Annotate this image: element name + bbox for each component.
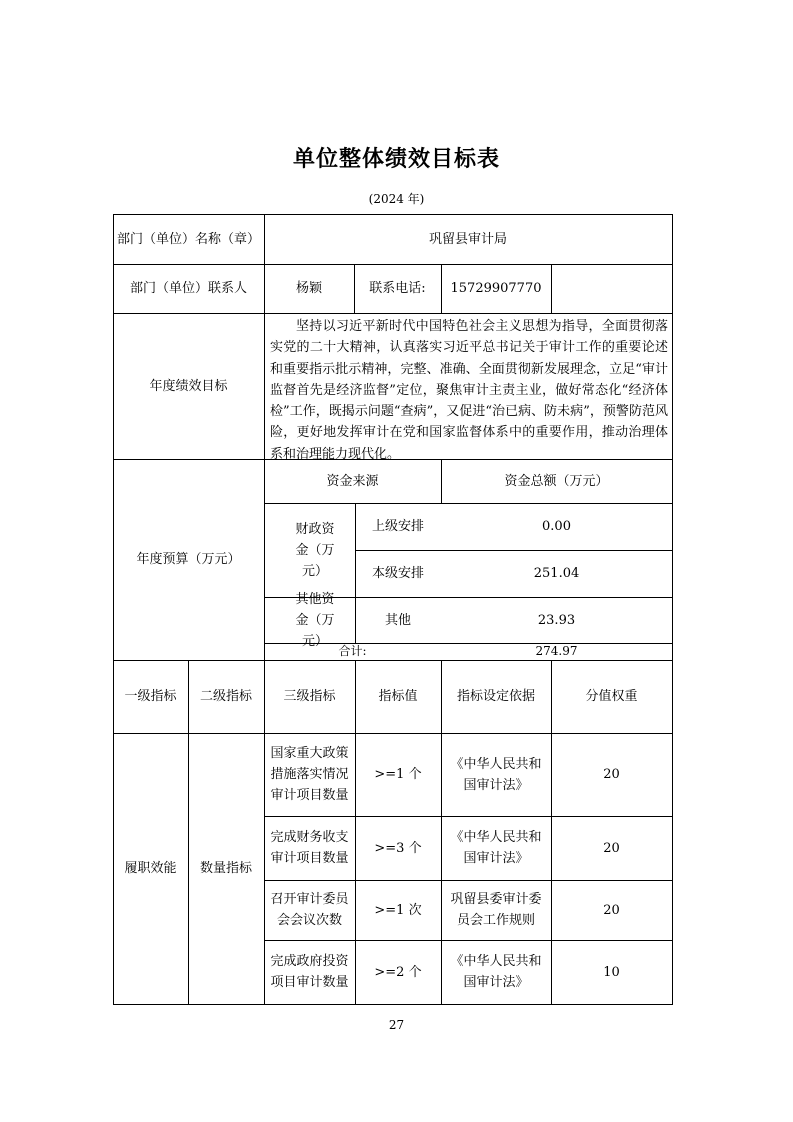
header-level2: 二级指标 bbox=[199, 689, 252, 704]
sum-value: 274.97 bbox=[535, 644, 578, 658]
indicator-name: 完成财务收支审计项目数量 bbox=[270, 830, 349, 866]
fiscal-fund-label: 财政资金（万元） bbox=[295, 521, 335, 579]
level2-value: 数量指标 bbox=[199, 861, 252, 876]
indicator-name: 召开审计委员会会议次数 bbox=[270, 892, 349, 928]
indicator-basis: 《中华人民共和国审计法》 bbox=[450, 830, 542, 866]
budget-label: 年度预算（万元） bbox=[136, 552, 241, 567]
indicator-weight: 20 bbox=[603, 767, 620, 782]
local-level-label: 本级安排 bbox=[371, 566, 424, 581]
indicator-basis: 《中华人民共和国审计法》 bbox=[450, 954, 542, 990]
indicator-value: >=1 次 bbox=[374, 902, 422, 918]
indicator-value: >=3 个 bbox=[374, 840, 422, 856]
header-weight: 分值权重 bbox=[585, 689, 638, 704]
indicator-value: >=2 个 bbox=[374, 964, 422, 980]
other-fund-value: 23.93 bbox=[537, 612, 576, 628]
indicator-basis: 《中华人民共和国审计法》 bbox=[450, 756, 542, 793]
header-basis: 指标设定依据 bbox=[456, 689, 535, 704]
phone-label: 联系电话: bbox=[369, 281, 426, 296]
other-fund-label: 其他资金（万元） bbox=[295, 591, 335, 649]
local-level-value: 251.04 bbox=[533, 566, 580, 581]
fund-source-header: 资金来源 bbox=[326, 473, 379, 489]
page-title: 单位整体绩效目标表 bbox=[292, 147, 500, 172]
dept-name-label: 部门（单位）名称（章） bbox=[116, 231, 260, 247]
level1-value: 履职效能 bbox=[124, 861, 177, 876]
indicator-name: 国家重大政策措施落实情况审计项目数量 bbox=[270, 746, 349, 803]
indicator-weight: 10 bbox=[603, 964, 620, 980]
page-number: 27 bbox=[388, 1018, 405, 1032]
goal-text: 坚持以习近平新时代中国特色社会主义思想为指导，全面贯彻落实党的二十大精神，认真落实习近平总书记关于审计工作的重要论述和重要指示批示精神，完整、准确、全面贯彻新发展理念，立足“审计监督首先是经济监督”定位，聚焦审计主责主业，做好常态化“经济体检”工作，既揭示问题“查病”，又促进“治已病、防未病”，预警防范风险，更好地发挥审计在党和国家监督体系中的重要作用，推动治理体系和治理能力现代化。 bbox=[270, 319, 668, 462]
indicator-weight: 20 bbox=[603, 840, 620, 856]
contact-label: 部门（单位）联系人 bbox=[129, 281, 247, 296]
header-value: 指标值 bbox=[378, 689, 418, 704]
header-level1: 一级指标 bbox=[124, 689, 177, 704]
indicator-basis: 巩留县委审计委员会工作规则 bbox=[450, 892, 542, 928]
year-subtitle: (2024 年) bbox=[368, 192, 425, 206]
indicator-value: >=1 个 bbox=[374, 767, 422, 782]
upper-level-value: 0.00 bbox=[542, 519, 571, 534]
indicator-name: 完成政府投资项目审计数量 bbox=[270, 954, 349, 990]
indicator-weight: 20 bbox=[603, 902, 620, 918]
phone-value: 15729907770 bbox=[450, 281, 542, 296]
header-level3: 三级指标 bbox=[283, 689, 336, 704]
dept-name-value: 巩留县审计局 bbox=[428, 231, 507, 247]
other-sub-label: 其他 bbox=[384, 612, 411, 628]
upper-level-label: 上级安排 bbox=[371, 519, 424, 534]
goal-label: 年度绩效目标 bbox=[149, 378, 228, 394]
contact-name: 杨颖 bbox=[295, 281, 322, 296]
fund-total-header: 资金总额（万元） bbox=[504, 473, 609, 489]
sum-label: 合计: bbox=[338, 644, 367, 658]
